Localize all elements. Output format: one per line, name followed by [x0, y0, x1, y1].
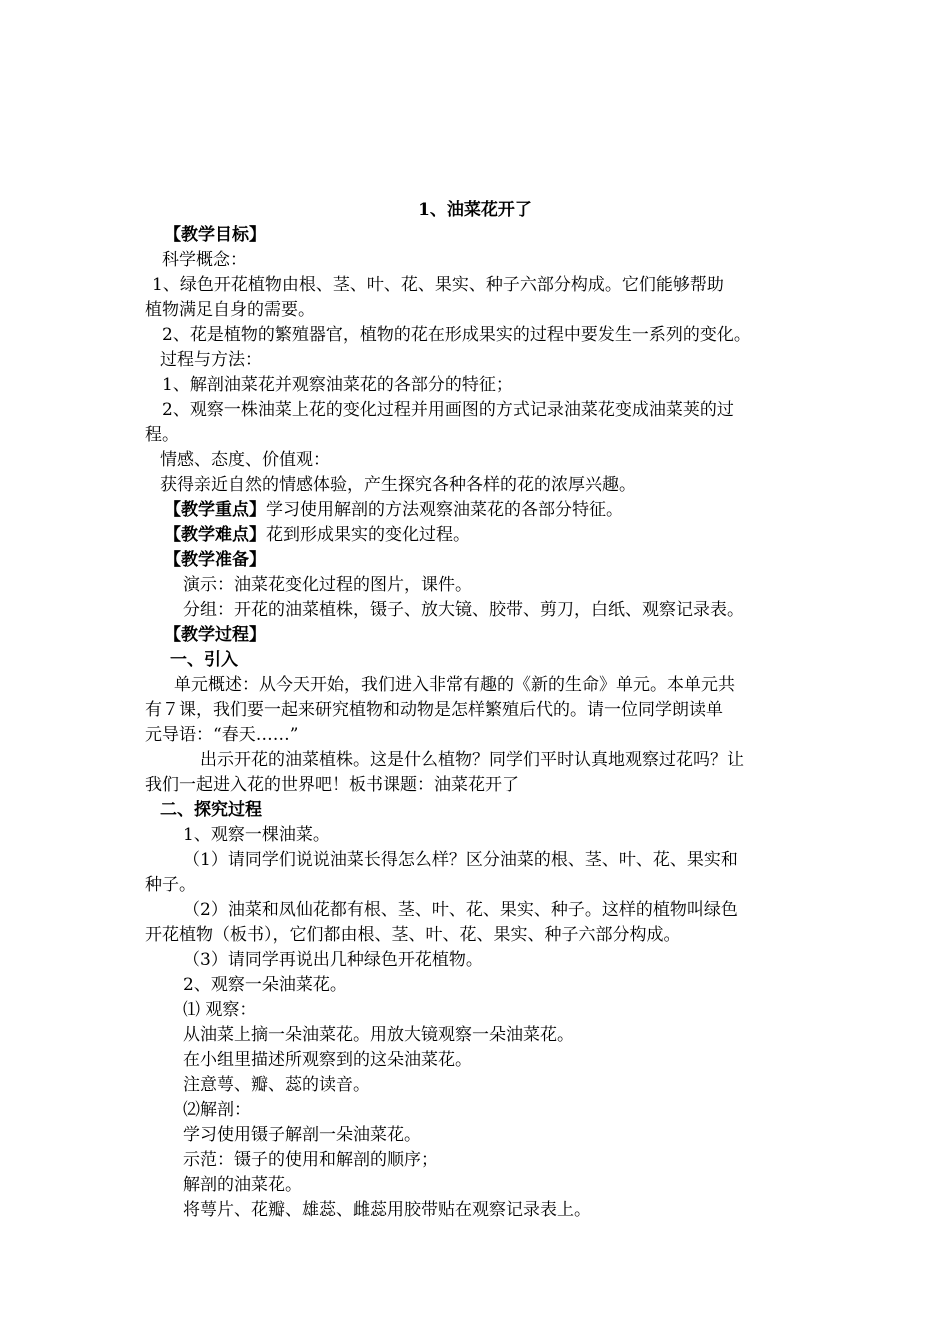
text-line: 开花植物（板书），它们都由根、茎、叶、花、果实、种子六部分构成。 — [145, 925, 681, 945]
key-point-label: 【教学重点】 — [164, 500, 266, 520]
text-line: 出示开花的油菜植株。这是什么植物？同学们平时认真地观察过花吗？让 — [200, 750, 744, 770]
text-line: 演示：油菜花变化过程的图片，课件。 — [183, 575, 472, 595]
text-line: ⑴ 观察： — [183, 1000, 257, 1020]
text-line: 1、观察一棵油菜。 — [183, 825, 330, 845]
section-heading: 【教学目标】 — [164, 225, 266, 245]
text-line: ⑵解剖： — [183, 1100, 251, 1120]
text-line: 2、观察一朵油菜花。 — [183, 975, 347, 995]
text-line: 解剖的油菜花。 — [183, 1175, 302, 1195]
text-line: 学习使用镊子解剖一朵油菜花。 — [183, 1125, 421, 1145]
text-line: 我们一起进入花的世界吧！板书课题：油菜花开了 — [145, 775, 519, 795]
difficulty-text: 花到形成果实的变化过程。 — [266, 525, 470, 545]
text-line: 将萼片、花瓣、雄蕊、雌蕊用胶带贴在观察记录表上。 — [183, 1200, 591, 1220]
text-line: 2、花是植物的繁殖器官，植物的花在形成果实的过程中要发生一系列的变化。 — [162, 325, 751, 345]
text-line: 种子。 — [145, 875, 196, 895]
difficulty-label: 【教学难点】 — [164, 525, 266, 545]
text-line: 程。 — [145, 425, 179, 445]
text-line: 单元概述：从今天开始，我们进入非常有趣的《新的生命》单元。本单元共 — [174, 675, 735, 695]
text-line: （2）油菜和凤仙花都有根、茎、叶、花、果实、种子。这样的植物叫绿色 — [183, 900, 738, 920]
text-line: 过程与方法： — [160, 350, 262, 370]
text-line: 元导语：“春天……” — [145, 725, 299, 745]
text-line: 情感、态度、价值观： — [160, 450, 330, 470]
text-line: 分组：开花的油菜植株，镊子、放大镜、胶带、剪刀，白纸、观察记录表。 — [183, 600, 744, 620]
section-heading: 【教学准备】 — [164, 550, 266, 570]
text-line: 获得亲近自然的情感体验，产生探究各种各样的花的浓厚兴趣。 — [160, 475, 636, 495]
text-line: 在小组里描述所观察到的这朵油菜花。 — [183, 1050, 472, 1070]
text-line: （1）请同学们说说油菜长得怎么样？区分油菜的根、茎、叶、花、果实和 — [183, 850, 738, 870]
subsection-heading: 二、探究过程 — [160, 800, 262, 820]
text-line: 有７课，我们要一起来研究植物和动物是怎样繁殖后代的。请一位同学朗读单 — [145, 700, 723, 720]
key-point-line — [164, 498, 623, 522]
difficulty-line — [164, 523, 470, 547]
text-line: 1、解剖油菜花并观察油菜花的各部分的特征； — [162, 375, 513, 395]
text-line: （3）请同学再说出几种绿色开花植物。 — [183, 950, 483, 970]
text-line: 植物满足自身的需要。 — [145, 300, 315, 320]
text-line: 示范：镊子的使用和解剖的顺序； — [183, 1150, 438, 1170]
subsection-heading: 一、引入 — [170, 650, 238, 670]
text-line: 科学概念： — [162, 250, 247, 270]
key-point-text: 学习使用解剖的方法观察油菜花的各部分特征。 — [266, 500, 623, 520]
text-line: 从油菜上摘一朵油菜花。用放大镜观察一朵油菜花。 — [183, 1025, 574, 1045]
section-heading: 【教学过程】 — [164, 625, 266, 645]
page-title: 1、油菜花开了 — [418, 200, 532, 220]
text-line: 2、观察一株油菜上花的变化过程并用画图的方式记录油菜花变成油菜荚的过 — [162, 400, 734, 420]
text-line: 注意萼、瓣、蕊的读音。 — [183, 1075, 370, 1095]
text-line: 1、绿色开花植物由根、茎、叶、花、果实、种子六部分构成。它们能够帮助 — [152, 275, 724, 295]
